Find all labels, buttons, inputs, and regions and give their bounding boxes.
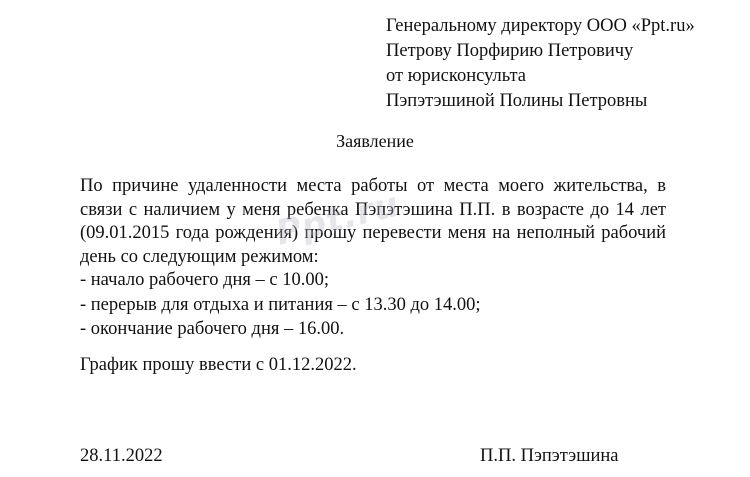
addressee-line-name: Петрову Порфирию Петровичу: [386, 41, 634, 61]
list-item-break: - перерыв для отдыха и питания – с 13.30 до 14.00;: [80, 294, 481, 315]
document-title: Заявление: [336, 131, 414, 151]
watermark-logo: Ppt.ru: [272, 184, 404, 254]
list-item-end: - окончание рабочего дня – 16.00.: [80, 319, 345, 339]
schedule-list: [80, 268, 481, 342]
addressee-block: [386, 14, 695, 114]
document-date: 28.11.2022: [80, 446, 163, 466]
paragraph-text: По причине удаленности места работы от места моего жительства, в связи с наличием у меня ребенка Пэпэтэшина П.П. в возрасте до 14 лет (09.01.2015 года рождения) прошу перевести меня на неполный рабочий день со следующим режимом:: [80, 176, 666, 267]
addressee-line-applicant: Пэпэтэшиной Полины Петровны: [386, 91, 648, 111]
list-item-start: - начало рабочего дня – с 10.00;: [80, 270, 330, 290]
schedule-start-text: График прошу ввести с 01.12.2022.: [80, 355, 357, 375]
application-paragraph: [80, 175, 666, 269]
addressee-line-director: Генеральному директору ООО «Ppt.ru»: [386, 16, 695, 36]
signature-name: П.П. Пэпэтэшина: [480, 446, 619, 466]
addressee-line-from: от юрисконсульта: [386, 66, 526, 86]
